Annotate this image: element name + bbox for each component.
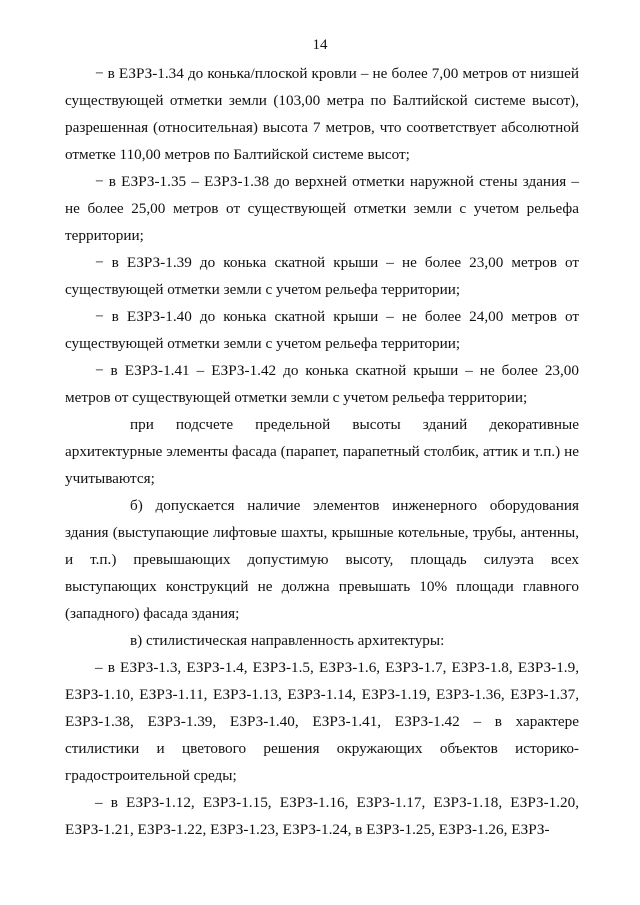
paragraph-height-ezrz-1-35-1-38: − в ЕЗРЗ-1.35 – ЕЗРЗ-1.38 до верхней отметки наружной стены здания – не более 25,00 метров от существующей отметки земли с учетом рельефа территории; [65, 173, 579, 244]
paragraph-style-historic-context: – в ЕЗРЗ-1.3, ЕЗРЗ-1.4, ЕЗРЗ-1.5, ЕЗРЗ-1.6, ЕЗРЗ-1.7, ЕЗРЗ-1.8, ЕЗРЗ-1.9, ЕЗРЗ-1.10, ЕЗРЗ-1.11, ЕЗРЗ-1.13, ЕЗРЗ-1.14, ЕЗРЗ-1.19, ЕЗРЗ-1.36, ЕЗРЗ-1.37, ЕЗРЗ-1.38, ЕЗРЗ-1.39, ЕЗРЗ-1.40, ЕЗРЗ-1.41, ЕЗРЗ-1.42 – в характере стилистики и цветового решения окружающих объектов историко-градостроительной среды; [65, 659, 579, 784]
paragraph-height-ezrz-1-41-1-42: − в ЕЗРЗ-1.41 – ЕЗРЗ-1.42 до конька скатной крыши – не более 23,00 метров от существующей отметки земли с учетом рельефа территории; [65, 362, 579, 406]
paragraph-height-ezrz-1-39: − в ЕЗРЗ-1.39 до конька скатной крыши – не более 23,00 метров от существующей отметки земли с учетом рельефа территории; [65, 254, 579, 298]
document-body [65, 60, 579, 843]
paragraph-engineering-equipment: б) допускается наличие элементов инженерного оборудования здания (выступающие лифтовые шахты, крышные котельные, трубы, антенны, и т.п.) превышающих допустимую высоту, площадь силуэта всех выступающих конструкций не должна превышать 10% площади главного (западного) фасада здания; [65, 497, 579, 622]
page-number: 14 [312, 37, 328, 53]
paragraph-style-zones-continued: – в ЕЗРЗ-1.12, ЕЗРЗ-1.15, ЕЗРЗ-1.16, ЕЗРЗ-1.17, ЕЗРЗ-1.18, ЕЗРЗ-1.20, ЕЗРЗ-1.21, ЕЗРЗ-1.22, ЕЗРЗ-1.23, ЕЗРЗ-1.24, в ЕЗРЗ-1.25, ЕЗРЗ-1.26, ЕЗРЗ- [65, 794, 579, 838]
paragraph-height-ezrz-1-34: − в ЕЗРЗ-1.34 до конька/плоской кровли – не более 7,00 метров от низшей существующей отметки земли (103,00 метра по Балтийской системе высот), разрешенная (относительная) высота 7 метров, что соответствует абсолютной отметке 110,00 метров по Балтийской системе высот; [65, 65, 579, 163]
paragraph-decorative-elements: при подсчете предельной высоты зданий декоративные архитектурные элементы фасада (парапет, парапетный столбик, аттик и т.п.) не учитываются; [65, 416, 579, 487]
paragraph-architecture-style-heading: в) стилистическая направленность архитектуры: [130, 632, 445, 649]
paragraph-height-ezrz-1-40: − в ЕЗРЗ-1.40 до конька скатной крыши – не более 24,00 метров от существующей отметки земли с учетом рельефа территории; [65, 308, 579, 352]
